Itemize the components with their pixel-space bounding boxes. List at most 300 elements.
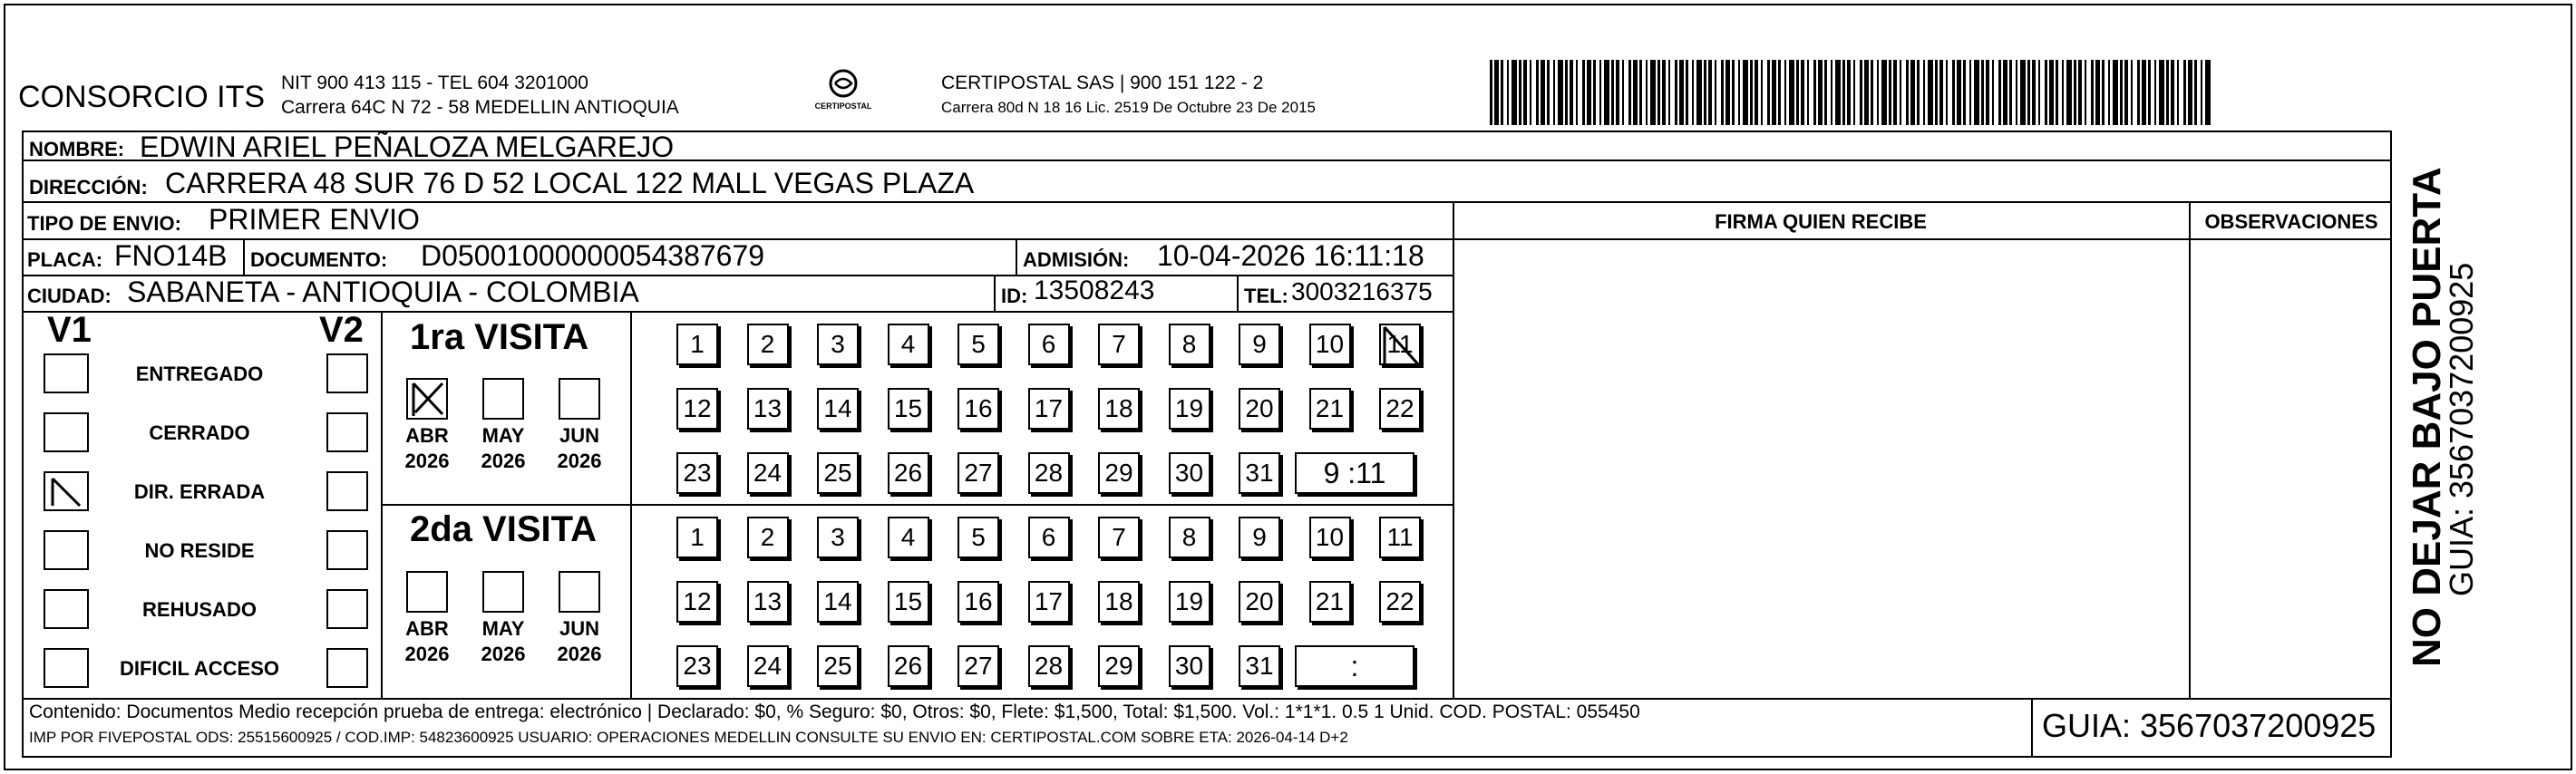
time-value: 9 :11 — [1323, 456, 1386, 489]
v1-checkbox[interactable] — [44, 471, 89, 511]
barcode-bar — [1864, 60, 1869, 125]
day-box[interactable] — [1239, 581, 1280, 623]
month-label — [543, 423, 616, 474]
nombre-label: NOMBRE: — [29, 138, 125, 160]
direccion-row — [22, 160, 2392, 203]
day-box[interactable] — [676, 388, 718, 430]
v2-checkbox[interactable] — [326, 353, 368, 393]
day-box[interactable] — [888, 324, 929, 365]
month-name: JUN — [559, 617, 599, 640]
day-number: 15 — [893, 394, 923, 422]
barcode-bar — [2066, 60, 2072, 125]
certipostal-license: Carrera 80d N 18 16 Lic. 2519 De Octubre 23 De 2015 — [941, 99, 1316, 116]
barcode-bar — [1743, 60, 1748, 125]
day-number: 21 — [1315, 587, 1345, 615]
barcode-bar — [1675, 60, 1677, 125]
day-number: 3 — [831, 523, 845, 551]
day-box[interactable] — [817, 452, 859, 494]
day-box[interactable] — [747, 388, 789, 430]
status-label: CERRADO — [149, 421, 250, 444]
month-year: 2026 — [404, 450, 450, 472]
day-number: 4 — [900, 523, 916, 551]
day-box[interactable] — [957, 517, 999, 558]
day-box[interactable] — [1169, 324, 1210, 365]
barcode-bar — [1969, 60, 1971, 125]
day-box[interactable] — [888, 645, 929, 687]
barcode-bar — [2177, 60, 2179, 125]
barcode-bar — [1593, 60, 1596, 125]
month-label — [391, 616, 463, 667]
day-number: 16 — [964, 587, 993, 615]
barcode — [1490, 60, 2215, 125]
day-box[interactable] — [888, 388, 929, 430]
day-number: 25 — [823, 459, 852, 487]
barcode-bar — [1662, 60, 1666, 125]
day-box[interactable] — [817, 324, 859, 365]
time-value: : — [1350, 649, 1359, 682]
barcode-bar — [1494, 60, 1499, 125]
barcode-bar — [1704, 60, 1706, 125]
day-number: 9 — [1252, 523, 1267, 551]
v1-checkbox[interactable] — [44, 648, 89, 688]
barcode-bar — [1732, 60, 1735, 125]
admision-label: ADMISIÓN: — [1023, 248, 1130, 271]
barcode-bar — [1679, 60, 1684, 125]
barcode-bar — [1842, 60, 1845, 125]
barcode-bar — [1536, 60, 1539, 125]
ciudad-value: SABANETA - ANTIOQUIA - COLOMBIA — [127, 276, 639, 308]
barcode-bar — [1789, 60, 1794, 125]
day-number: 20 — [1245, 587, 1274, 615]
barcode-bar — [1963, 60, 1966, 125]
barcode-bar — [1604, 60, 1609, 125]
month-name: MAY — [481, 424, 525, 447]
v1-label: V1 — [47, 310, 92, 350]
barcode-bar — [1831, 60, 1832, 125]
day-number: 26 — [893, 652, 923, 680]
documento-value: D05001000000054387679 — [421, 239, 765, 272]
barcode-bar — [1547, 60, 1550, 125]
tipo-value: PRIMER ENVIO — [209, 203, 420, 236]
certipostal-line: CERTIPOSTAL SAS | 900 151 122 - 2 — [941, 73, 1264, 93]
day-number: 20 — [1245, 394, 1274, 422]
barcode-bar — [2045, 60, 2047, 125]
day-box[interactable] — [1379, 324, 1421, 365]
barcode-bar — [1952, 60, 1955, 125]
day-number: 29 — [1104, 652, 1133, 680]
barcode-bar — [1650, 60, 1656, 125]
barcode-bar — [1847, 60, 1851, 125]
day-box[interactable] — [1169, 581, 1210, 623]
day-number: 28 — [1034, 652, 1064, 680]
day-number: 2 — [760, 330, 775, 358]
tipo-label: TIPO DE ENVIO: — [27, 212, 181, 235]
barcode-bar — [1639, 60, 1642, 125]
month-name: ABR — [405, 424, 449, 447]
day-number: 16 — [964, 394, 993, 422]
day-box[interactable] — [817, 388, 859, 430]
day-number: 18 — [1104, 587, 1133, 615]
day-number: 29 — [1104, 459, 1133, 487]
v2-checkbox[interactable] — [326, 471, 368, 511]
day-box[interactable] — [888, 517, 929, 558]
day-box[interactable] — [1028, 324, 1070, 365]
day-number: 7 — [1112, 330, 1126, 358]
v2-label: V2 — [319, 310, 364, 350]
barcode-bar — [1889, 60, 1891, 125]
month-name: JUN — [559, 424, 599, 447]
day-box[interactable] — [817, 581, 859, 623]
day-number: 8 — [1181, 523, 1197, 551]
day-number: 1 — [690, 330, 705, 358]
barcode-bar — [1530, 60, 1531, 125]
barcode-bar — [1910, 60, 1915, 125]
v1-checkbox[interactable] — [44, 589, 89, 629]
day-box[interactable] — [1028, 452, 1070, 494]
day-number: 8 — [1181, 330, 1197, 358]
barcode-bar — [2183, 60, 2186, 125]
day-number: 30 — [1174, 652, 1204, 680]
barcode-bar — [1599, 60, 1601, 125]
day-number: 24 — [753, 652, 783, 680]
barcode-bar — [1767, 60, 1770, 125]
barcode-bar — [1946, 60, 1948, 125]
day-box[interactable] — [676, 452, 718, 494]
barcode-bar — [2049, 60, 2054, 125]
day-box[interactable] — [957, 645, 999, 687]
barcode-bar — [1611, 60, 1614, 125]
day-box[interactable] — [1028, 581, 1070, 623]
day-box[interactable] — [888, 581, 929, 623]
month-checkbox[interactable] — [559, 571, 600, 613]
tel-label: TEL: — [1244, 285, 1288, 307]
day-box[interactable] — [1098, 324, 1140, 365]
barcode-bar — [1881, 60, 1887, 125]
month-checkbox[interactable] — [406, 571, 448, 613]
day-box[interactable] — [1098, 388, 1140, 430]
day-number: 21 — [1315, 394, 1345, 422]
barcode-bar — [2108, 60, 2110, 125]
day-box[interactable] — [1309, 581, 1351, 623]
barcode-bar — [1616, 60, 1619, 125]
day-number: 17 — [1034, 587, 1064, 615]
day-box[interactable] — [676, 324, 718, 365]
barcode-bar — [1935, 60, 1938, 125]
day-number: 31 — [1245, 459, 1274, 487]
barcode-bar — [1986, 60, 1989, 125]
direccion-value: CARRERA 48 SUR 76 D 52 LOCAL 122 MALL VEGAS PLAZA — [165, 167, 975, 199]
barcode-bar — [2074, 60, 2076, 125]
barcode-bar — [1708, 60, 1712, 125]
day-box[interactable] — [1098, 517, 1140, 558]
barcode-bar — [2016, 60, 2017, 125]
day-number: 15 — [893, 587, 923, 615]
day-box[interactable] — [957, 452, 999, 494]
barcode-bar — [1801, 60, 1804, 125]
side-no-dejar: NO DEJAR BAJO PUERTA — [2405, 167, 2449, 667]
day-box[interactable] — [1169, 452, 1210, 494]
barcode-bar — [2148, 60, 2151, 125]
day-box[interactable] — [1028, 517, 1070, 558]
day-number: 13 — [753, 587, 783, 615]
barcode-bar — [1818, 60, 1823, 125]
barcode-bar — [1696, 60, 1702, 125]
barcode-bar — [2124, 60, 2128, 125]
day-number: 7 — [1112, 523, 1126, 551]
barcode-bar — [1668, 60, 1670, 125]
certipostal-info — [941, 71, 1316, 120]
month-year: 2026 — [404, 643, 450, 665]
nit-line: NIT 900 413 115 - TEL 604 3201000 — [281, 73, 588, 93]
day-number: 2 — [760, 523, 775, 551]
barcode-bar — [2027, 60, 2030, 125]
barcode-bar — [1507, 60, 1509, 125]
barcode-bar — [1807, 60, 1809, 125]
barcode-bar — [2062, 60, 2064, 125]
barcode-bar — [1992, 60, 1994, 125]
day-number: 1 — [690, 523, 705, 551]
day-box[interactable] — [1028, 388, 1070, 430]
barcode-bar — [1512, 60, 1517, 125]
certipostal-logo — [812, 67, 875, 112]
barcode-bar — [1692, 60, 1694, 125]
barcode-bar — [1523, 60, 1527, 125]
barcode-bar — [1928, 60, 1933, 125]
barcode-bar — [1541, 60, 1545, 125]
barcode-bar — [1813, 60, 1816, 125]
admision-value: 10-04-2026 16:11:18 — [1157, 239, 1424, 272]
day-number: 9 — [1252, 330, 1267, 358]
day-box[interactable] — [817, 645, 859, 687]
barcode-bar — [2154, 60, 2156, 125]
barcode-bar — [1939, 60, 1943, 125]
barcode-bar — [1900, 60, 1901, 125]
barcode-bar — [1824, 60, 1827, 125]
barcode-bar — [1871, 60, 1873, 125]
barcode-bar — [1835, 60, 1841, 125]
day-number: 11 — [1386, 330, 1414, 358]
barcode-bar — [1657, 60, 1660, 125]
day-box[interactable] — [1169, 645, 1210, 687]
v1-checkbox[interactable] — [44, 412, 89, 452]
day-number: 23 — [683, 652, 712, 680]
barcode-bar — [1686, 60, 1688, 125]
barcode-bar — [1519, 60, 1521, 125]
day-box[interactable] — [888, 452, 929, 494]
barcode-bar — [2020, 60, 2026, 125]
observaciones-label: OBSERVACIONES — [2204, 210, 2378, 233]
day-box[interactable] — [747, 645, 789, 687]
barcode-bar — [1853, 60, 1855, 125]
placa-label: PLACA: — [27, 248, 103, 271]
barcode-bar — [2166, 60, 2169, 125]
day-number: 24 — [753, 459, 783, 487]
barcode-bar — [1772, 60, 1776, 125]
barcode-bar — [2009, 60, 2012, 125]
day-number: 10 — [1315, 330, 1345, 358]
ciudad-label: CIUDAD: — [27, 285, 112, 307]
time-field[interactable] — [1295, 645, 1414, 687]
firma-label: FIRMA QUIEN RECIBE — [1715, 210, 1927, 233]
day-box[interactable] — [1239, 517, 1280, 558]
day-number: 30 — [1174, 459, 1204, 487]
barcode-bar — [1646, 60, 1648, 125]
day-box[interactable] — [676, 645, 718, 687]
barcode-bar — [2137, 60, 2140, 125]
day-box[interactable] — [1098, 581, 1140, 623]
barcode-bar — [1628, 60, 1631, 125]
day-box[interactable] — [957, 581, 999, 623]
barcode-bar — [2091, 60, 2094, 125]
barcode-bar — [2194, 60, 2197, 125]
day-number: 17 — [1034, 394, 1064, 422]
barcode-bar — [1587, 60, 1591, 125]
day-box[interactable] — [957, 324, 999, 365]
barcode-bar — [1738, 60, 1740, 125]
barcode-bar — [2205, 60, 2211, 125]
month-checkbox[interactable] — [559, 378, 600, 420]
barcode-bar — [1877, 60, 1879, 125]
day-box[interactable] — [1169, 517, 1210, 558]
day-box[interactable] — [957, 388, 999, 430]
barcode-bar — [2095, 60, 2100, 125]
day-box[interactable] — [747, 324, 789, 365]
day-box[interactable] — [1098, 645, 1140, 687]
day-box[interactable] — [1239, 324, 1280, 365]
month-label — [543, 616, 616, 667]
day-number: 5 — [971, 523, 986, 551]
barcode-bar — [2003, 60, 2007, 125]
nombre-value: EDWIN ARIEL PEÑALOZA MELGAREJO — [140, 131, 675, 163]
day-box[interactable] — [817, 517, 859, 558]
barcode-bar — [2188, 60, 2192, 125]
day-box[interactable] — [1239, 452, 1280, 494]
month-name: MAY — [481, 617, 525, 640]
day-box[interactable] — [1309, 517, 1351, 558]
day-number: 14 — [823, 394, 852, 422]
barcode-bar — [1553, 60, 1555, 125]
v1-checkbox[interactable] — [44, 530, 89, 570]
day-number: 18 — [1104, 394, 1133, 422]
side-guia-wrap — [2443, 262, 2576, 634]
barcode-bar — [1778, 60, 1781, 125]
barcode-bar — [1893, 60, 1897, 125]
day-box[interactable] — [1309, 388, 1351, 430]
barcode-bar — [2102, 60, 2105, 125]
v2-checkbox[interactable] — [326, 530, 368, 570]
v2-checkbox[interactable] — [326, 589, 368, 629]
contenido-text: Contenido: Documentos Medio recepción prueba de entrega: electrónico | Declarado: $0, % Seguro: $0, Otros: $0, Flete: $1,500, Total: $1,500. Vol.: 1*1*1. 0.5 1 Unid. COD. POSTAL: 055450 — [29, 701, 1640, 722]
day-number: 12 — [683, 587, 712, 615]
month-label — [467, 423, 540, 474]
day-box[interactable] — [676, 581, 718, 623]
day-box[interactable] — [1098, 452, 1140, 494]
barcode-bar — [1860, 60, 1862, 125]
day-number: 22 — [1385, 394, 1414, 422]
barcode-bar — [1570, 60, 1573, 125]
month-year: 2026 — [481, 450, 526, 472]
day-number: 25 — [823, 652, 852, 680]
barcode-bar — [1725, 60, 1730, 125]
day-number: 5 — [971, 330, 986, 358]
day-box[interactable] — [676, 517, 718, 558]
day-box[interactable] — [747, 581, 789, 623]
id-value: 13508243 — [1034, 276, 1155, 305]
day-box[interactable] — [1379, 388, 1421, 430]
v2-checkbox[interactable] — [326, 412, 368, 452]
month-label — [467, 616, 540, 667]
barcode-bar — [1565, 60, 1568, 125]
month-checkbox[interactable] — [482, 571, 524, 613]
barcode-bar — [1761, 60, 1763, 125]
first-visit-title: 1ra VISITA — [410, 317, 589, 357]
svg-text:CERTIPOSTAL: CERTIPOSTAL — [814, 102, 872, 111]
status-label: ENTREGADO — [135, 363, 264, 385]
barcode-bar — [1622, 60, 1624, 125]
id-label: ID: — [1001, 285, 1028, 307]
barcode-bar — [1957, 60, 1961, 125]
day-box[interactable] — [747, 452, 789, 494]
barcode-bar — [1582, 60, 1585, 125]
barcode-bar — [1974, 60, 1979, 125]
day-number: 6 — [1041, 523, 1056, 551]
footer-guia: GUIA: 3567037200925 — [2042, 707, 2377, 744]
imp-text: IMP POR FIVEPOSTAL ODS: 25515600925 / COD.IMP: 54823600925 USUARIO: OPERACIONES MEDELLIN CONSULTE SU ENVIO EN: CERTIPOSTAL.COM SOBRE ETA: 2026-04-14 D+2 — [29, 729, 1348, 746]
barcode-bar — [2131, 60, 2133, 125]
day-number: 19 — [1174, 394, 1204, 422]
barcode-bar — [2142, 60, 2146, 125]
barcode-bar — [1917, 60, 1920, 125]
day-box[interactable] — [1379, 517, 1421, 558]
day-box[interactable] — [1309, 324, 1351, 365]
time-field[interactable] — [1295, 452, 1414, 494]
day-number: 6 — [1041, 330, 1056, 358]
day-number: 3 — [831, 330, 845, 358]
day-box[interactable] — [1169, 388, 1210, 430]
barcode-bar — [1998, 60, 2001, 125]
second-visit-title: 2da VISITA — [410, 509, 597, 549]
barcode-bar — [1558, 60, 1563, 125]
barcode-bar — [1906, 60, 1909, 125]
month-checkbox[interactable] — [406, 378, 448, 420]
day-box[interactable] — [747, 517, 789, 558]
barcode-bar — [1721, 60, 1724, 125]
day-number: 11 — [1386, 523, 1414, 551]
side-guia: GUIA: 3567037200925 — [2443, 262, 2480, 596]
day-box[interactable] — [1239, 645, 1280, 687]
day-number: 26 — [893, 459, 923, 487]
barcode-bar — [1633, 60, 1638, 125]
v1-checkbox[interactable] — [44, 353, 89, 393]
day-box[interactable] — [1239, 388, 1280, 430]
day-number: 27 — [964, 652, 993, 680]
status-label: DIR. ERRADA — [133, 480, 266, 503]
direccion-label: DIRECCIÓN: — [29, 176, 148, 198]
barcode-bar — [1796, 60, 1799, 125]
tel-value: 3003216375 — [1291, 277, 1433, 305]
barcode-bar — [2038, 60, 2040, 125]
day-box[interactable] — [1028, 645, 1070, 687]
day-box[interactable] — [1379, 581, 1421, 623]
barcode-bar — [2201, 60, 2202, 125]
month-year: 2026 — [557, 643, 602, 665]
v2-checkbox[interactable] — [326, 648, 368, 688]
month-label — [391, 423, 463, 474]
day-number: 22 — [1385, 587, 1414, 615]
barcode-bar — [1755, 60, 1758, 125]
month-checkbox[interactable] — [482, 378, 524, 420]
day-number: 13 — [753, 394, 783, 422]
